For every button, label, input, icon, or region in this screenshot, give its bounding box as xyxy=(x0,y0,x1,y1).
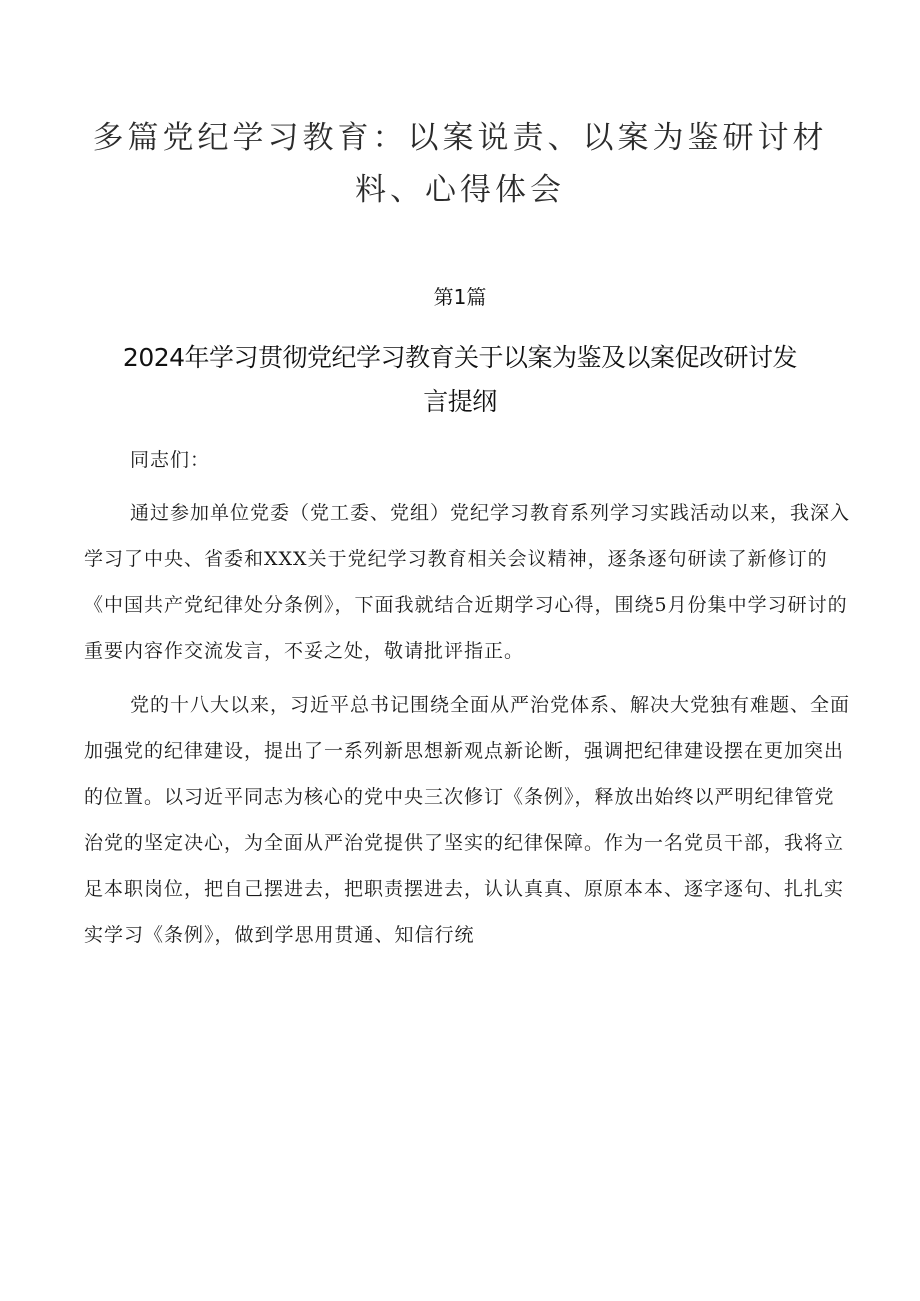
document-title: 多篇党纪学习教育：以案说责、以案为鉴研讨材料、心得体会 xyxy=(92,120,828,208)
section-title: 2024年学习贯彻党纪学习教育关于以案为鉴及以案促改研讨发言提纲 xyxy=(122,343,798,416)
section-label: 第1篇 xyxy=(433,285,487,309)
body-paragraph-2: 党的十八大以来，习近平总书记围绕全面从严治党体系、解决大党独有难题、全面加强党的纪律建设，提出了一系列新思想新观点新论断，强调把纪律建设摆在更加突出的位置。以习近平同志为核心的党中央三次修订《条例》，释放出始终以严明纪律管党治党的坚定决心，为全面从严治党提供了坚实的纪律保障。作为一名党员干部，我将立足本职岗位，把自己摆进去，把职责摆进去，认认真真、原原本本、逐字逐句、扎扎实实学习《条例》，做到学思用贯通、知信行统 xyxy=(84,694,851,946)
salutation: 同志们： xyxy=(130,449,211,471)
body-paragraph-1: 通过参加单位党委（党工委、党组）党纪学习教育系列学习实践活动以来，我深入学习了中央、省委和XXX关于党纪学习教育相关会议精神，逐条逐句研读了新修订的《中国共产党纪律处分条例》，下面我就结合近期学习心得，围绕5月份集中学习研讨的重要内容作交流发言，不妥之处，敬请批评指正。 xyxy=(84,502,851,662)
